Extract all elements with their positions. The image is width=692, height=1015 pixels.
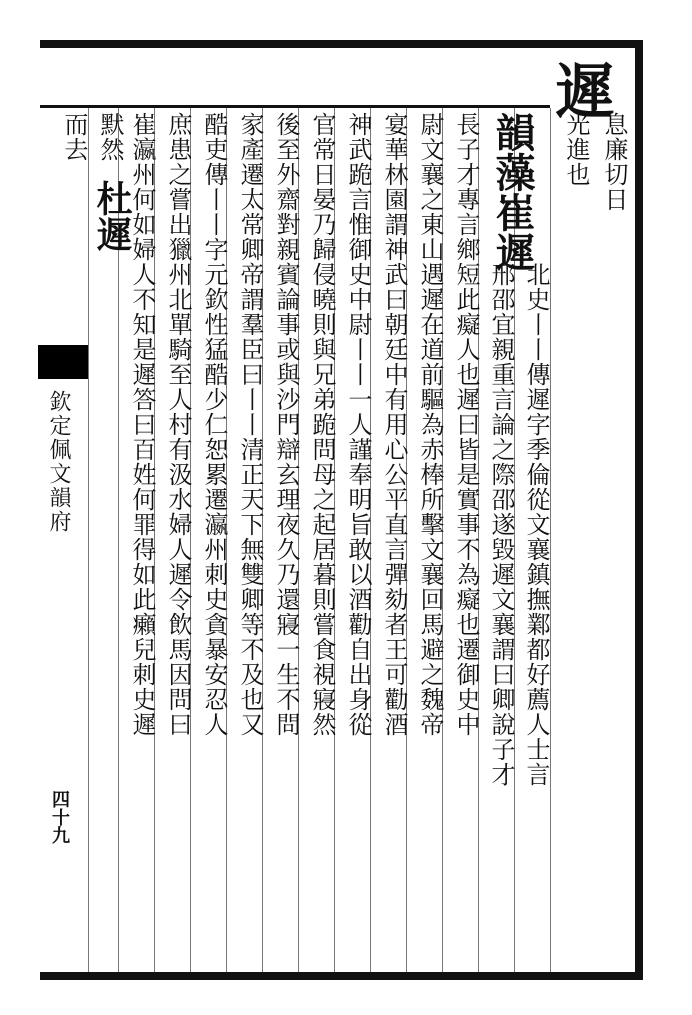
text-column: 長子才專言鄉短此癡人也遲曰皆是實事不為癡也遷御史中	[452, 112, 480, 737]
frame-inner-top-border	[40, 105, 550, 108]
text-column: 尉文襄之東山遇遲在道前驅為赤棒所擊文襄回馬避之魏帝	[416, 112, 444, 737]
entry-note: 北史丨丨傳遲字季倫從文襄鎮撫鄴都好薦人士言	[522, 262, 550, 787]
head-character: 遲	[555, 58, 615, 128]
text-column: 後至外齋對親賓論事或與沙門辯玄理夜久乃還寢一生不問	[272, 112, 300, 737]
text-column: 官常日晏乃歸侵曉則與兄弟跪問母之起居暮則嘗食視寢然	[308, 112, 336, 737]
fold-black-band	[38, 345, 88, 379]
column-rule	[550, 108, 551, 972]
text-column: 神武跪言惟御史中尉丨丨一人謹奉明旨敢以酒勸自出身從	[344, 112, 372, 737]
page-number: 四十九	[49, 790, 70, 844]
text-column: 而去	[60, 112, 88, 162]
text-column: 崔瀛州何如婦人不知是遲答曰百姓何罪得如此癩兒刺史遲	[128, 112, 156, 737]
text-column: 庶患之嘗出獵州北單騎至人村有汲水婦人遲令飲馬因問曰	[164, 112, 192, 737]
book-title: 欽定佩文韻府	[46, 390, 71, 534]
text-column: 家產遷太常卿帝謂羣臣曰丨丨清正天下無雙卿等不及也又	[236, 112, 264, 737]
frame-bottom-border	[40, 972, 643, 980]
frame-top-border	[40, 40, 643, 48]
column-rule	[88, 108, 89, 972]
text-column: 宴華林園謂神武曰朝廷中有用心公平直言彈劾者王可勸酒	[380, 112, 408, 737]
frame-right-border	[635, 40, 643, 980]
entry-heading-du-chi: 杜遲	[91, 180, 133, 252]
text-column: 酷吏傳丨丨字元欽性猛酷少仁恕累遷瀛州刺史貪暴安忍人	[200, 112, 228, 737]
pronunciation-line-2: 光進也	[562, 112, 590, 187]
pronunciation-line-1: 息廉切日	[600, 112, 628, 212]
text-column: 默然	[96, 112, 124, 162]
entry-heading-cui-chi: 韻藻崔遲	[489, 112, 536, 272]
entry-note: 邢邵宜親重言論之際邵遂毀遲文襄謂曰卿說子才	[487, 262, 515, 787]
